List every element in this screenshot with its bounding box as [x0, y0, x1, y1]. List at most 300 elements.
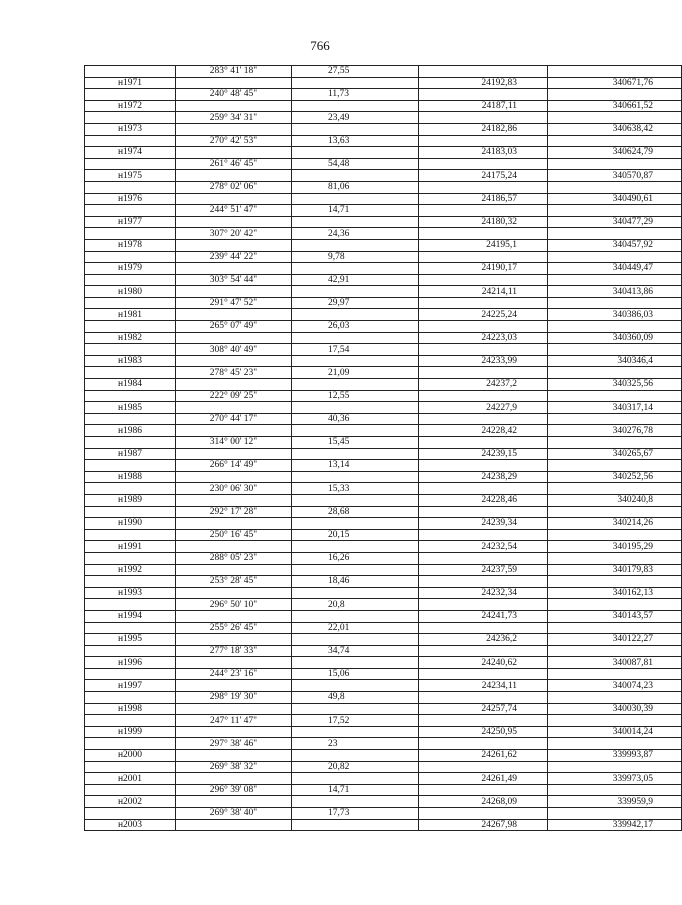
point-id-cell: [85, 460, 176, 472]
point-id-cell: [85, 251, 176, 263]
y-coordinate-cell: 340240,8: [548, 494, 682, 506]
segment-row: [85, 251, 682, 263]
point-id-cell: н1976: [85, 193, 176, 205]
direction-angle-cell: 265° 07' 49": [176, 321, 292, 333]
direction-angle-cell: 288° 05' 23": [176, 552, 292, 564]
y-coordinate-cell: 340671,76: [548, 77, 682, 89]
segment-row: [85, 181, 682, 193]
point-id-cell: [85, 66, 176, 78]
x-coordinate-cell: 24227,9: [419, 402, 548, 414]
direction-angle-cell: 307° 20' 42": [176, 228, 292, 240]
distance-cell: 22,01: [292, 622, 419, 634]
page-number: 766: [310, 38, 330, 53]
y-coordinate-cell: [548, 344, 682, 356]
x-coordinate-cell: [419, 89, 548, 101]
y-coordinate-cell: [548, 367, 682, 379]
point-id-cell: н1978: [85, 239, 176, 251]
distance-cell: 13,63: [292, 135, 419, 147]
point-id-cell: [85, 599, 176, 611]
y-coordinate-cell: [548, 738, 682, 750]
direction-angle-cell: 259° 34' 31": [176, 112, 292, 124]
direction-angle-cell: [176, 796, 292, 808]
distance-cell: 40,36: [292, 413, 419, 425]
y-coordinate-cell: [548, 645, 682, 657]
x-coordinate-cell: [419, 784, 548, 796]
distance-cell: [292, 448, 419, 460]
distance-cell: [292, 564, 419, 576]
point-row: [85, 726, 682, 738]
distance-cell: [292, 518, 419, 530]
direction-angle-cell: 292° 17' 28": [176, 506, 292, 518]
x-coordinate-cell: [419, 506, 548, 518]
distance-cell: 17,54: [292, 344, 419, 356]
x-coordinate-cell: 24268,09: [419, 796, 548, 808]
direction-angle-cell: 240° 48' 45": [176, 89, 292, 101]
distance-cell: [292, 379, 419, 391]
x-coordinate-cell: 24214,11: [419, 286, 548, 298]
point-id-cell: [85, 274, 176, 286]
direction-angle-cell: [176, 518, 292, 530]
direction-angle-cell: [176, 332, 292, 344]
x-coordinate-cell: 24241,73: [419, 610, 548, 622]
point-id-cell: [85, 784, 176, 796]
distance-cell: 34,74: [292, 645, 419, 657]
segment-row: [85, 205, 682, 217]
distance-cell: [292, 773, 419, 785]
direction-angle-cell: 253° 28' 45": [176, 576, 292, 588]
x-coordinate-cell: 24182,86: [419, 123, 548, 135]
x-coordinate-cell: [419, 344, 548, 356]
x-coordinate-cell: 24257,74: [419, 703, 548, 715]
x-coordinate-cell: [419, 135, 548, 147]
x-coordinate-cell: 24261,62: [419, 750, 548, 762]
y-coordinate-cell: 340143,57: [548, 610, 682, 622]
point-id-cell: [85, 181, 176, 193]
y-coordinate-cell: [548, 506, 682, 518]
distance-cell: [292, 680, 419, 692]
point-id-cell: н1984: [85, 379, 176, 391]
point-id-cell: н1998: [85, 703, 176, 715]
distance-cell: 9,78: [292, 251, 419, 263]
point-id-cell: [85, 692, 176, 704]
segment-row: [85, 506, 682, 518]
y-coordinate-cell: [548, 321, 682, 333]
y-coordinate-cell: 340477,29: [548, 216, 682, 228]
x-coordinate-cell: [419, 622, 548, 634]
y-coordinate-cell: 339942,17: [548, 819, 682, 831]
y-coordinate-cell: 340276,78: [548, 425, 682, 437]
y-coordinate-cell: [548, 297, 682, 309]
point-id-cell: н1983: [85, 355, 176, 367]
direction-angle-cell: 277° 18' 33": [176, 645, 292, 657]
distance-cell: [292, 355, 419, 367]
point-id-cell: н1980: [85, 286, 176, 298]
distance-cell: 18,46: [292, 576, 419, 588]
distance-cell: 54,48: [292, 158, 419, 170]
distance-cell: 29,97: [292, 297, 419, 309]
point-row: [85, 750, 682, 762]
y-coordinate-cell: [548, 599, 682, 611]
y-coordinate-cell: [548, 89, 682, 101]
point-id-cell: [85, 552, 176, 564]
direction-angle-cell: [176, 309, 292, 321]
point-id-cell: н1987: [85, 448, 176, 460]
y-coordinate-cell: [548, 135, 682, 147]
direction-angle-cell: 291° 47' 52": [176, 297, 292, 309]
y-coordinate-cell: [548, 460, 682, 472]
segment-row: [85, 622, 682, 634]
x-coordinate-cell: [419, 274, 548, 286]
point-row: [85, 680, 682, 692]
direction-angle-cell: [176, 634, 292, 646]
segment-row: [85, 808, 682, 820]
x-coordinate-cell: [419, 645, 548, 657]
y-coordinate-cell: [548, 529, 682, 541]
point-id-cell: н2002: [85, 796, 176, 808]
x-coordinate-cell: 24232,54: [419, 541, 548, 553]
point-id-cell: н1982: [85, 332, 176, 344]
distance-cell: [292, 587, 419, 599]
direction-angle-cell: 298° 19' 30": [176, 692, 292, 704]
distance-cell: 26,03: [292, 321, 419, 333]
distance-cell: 14,71: [292, 784, 419, 796]
distance-cell: 16,26: [292, 552, 419, 564]
point-id-cell: н1991: [85, 541, 176, 553]
direction-angle-cell: [176, 216, 292, 228]
direction-angle-cell: 247° 11' 47": [176, 715, 292, 727]
point-id-cell: н1994: [85, 610, 176, 622]
y-coordinate-cell: [548, 622, 682, 634]
segment-row: [85, 668, 682, 680]
x-coordinate-cell: [419, 112, 548, 124]
point-id-cell: [85, 89, 176, 101]
distance-cell: 23,49: [292, 112, 419, 124]
distance-cell: [292, 703, 419, 715]
point-row: [85, 355, 682, 367]
segment-row: [85, 437, 682, 449]
point-id-cell: [85, 135, 176, 147]
distance-cell: [292, 286, 419, 298]
point-id-cell: [85, 483, 176, 495]
direction-angle-cell: [176, 471, 292, 483]
segment-row: [85, 344, 682, 356]
x-coordinate-cell: 24180,32: [419, 216, 548, 228]
distance-cell: [292, 263, 419, 275]
point-row: [85, 587, 682, 599]
point-id-cell: н2001: [85, 773, 176, 785]
point-id-cell: [85, 437, 176, 449]
point-row: [85, 773, 682, 785]
x-coordinate-cell: 24186,57: [419, 193, 548, 205]
point-id-cell: н1979: [85, 263, 176, 275]
distance-cell: [292, 123, 419, 135]
distance-cell: [292, 471, 419, 483]
distance-cell: [292, 147, 419, 159]
direction-angle-cell: [176, 726, 292, 738]
point-id-cell: н1989: [85, 494, 176, 506]
point-id-cell: [85, 622, 176, 634]
point-row: [85, 518, 682, 530]
y-coordinate-cell: 340570,87: [548, 170, 682, 182]
y-coordinate-cell: 340413,86: [548, 286, 682, 298]
direction-angle-cell: [176, 587, 292, 599]
x-coordinate-cell: 24187,11: [419, 100, 548, 112]
y-coordinate-cell: 340087,81: [548, 657, 682, 669]
segment-row: [85, 274, 682, 286]
point-id-cell: [85, 390, 176, 402]
point-id-cell: н1992: [85, 564, 176, 576]
distance-cell: [292, 657, 419, 669]
distance-cell: [292, 402, 419, 414]
y-coordinate-cell: 340624,79: [548, 147, 682, 159]
point-id-cell: н1975: [85, 170, 176, 182]
x-coordinate-cell: 24261,49: [419, 773, 548, 785]
y-coordinate-cell: [548, 158, 682, 170]
distance-cell: [292, 819, 419, 831]
direction-angle-cell: 266° 14' 49": [176, 460, 292, 472]
point-id-cell: [85, 645, 176, 657]
x-coordinate-cell: [419, 576, 548, 588]
direction-angle-cell: [176, 773, 292, 785]
point-row: [85, 170, 682, 182]
x-coordinate-cell: 24239,34: [419, 518, 548, 530]
point-id-cell: н1997: [85, 680, 176, 692]
distance-cell: 15,06: [292, 668, 419, 680]
y-coordinate-cell: 340490,61: [548, 193, 682, 205]
point-id-cell: [85, 506, 176, 518]
x-coordinate-cell: 24195,1: [419, 239, 548, 251]
direction-angle-cell: [176, 286, 292, 298]
point-id-cell: н1981: [85, 309, 176, 321]
y-coordinate-cell: 340449,47: [548, 263, 682, 275]
segment-row: [85, 599, 682, 611]
y-coordinate-cell: [548, 66, 682, 78]
distance-cell: [292, 425, 419, 437]
x-coordinate-cell: 24175,24: [419, 170, 548, 182]
point-row: [85, 703, 682, 715]
segment-row: [85, 135, 682, 147]
point-row: [85, 425, 682, 437]
point-row: [85, 796, 682, 808]
distance-cell: 12,55: [292, 390, 419, 402]
direction-angle-cell: 255° 26' 45": [176, 622, 292, 634]
x-coordinate-cell: [419, 668, 548, 680]
distance-cell: [292, 193, 419, 205]
x-coordinate-cell: [419, 808, 548, 820]
point-row: [85, 494, 682, 506]
point-id-cell: [85, 205, 176, 217]
point-id-cell: [85, 668, 176, 680]
x-coordinate-cell: 24190,17: [419, 263, 548, 275]
y-coordinate-cell: [548, 251, 682, 263]
direction-angle-cell: 244° 51' 47": [176, 205, 292, 217]
point-id-cell: [85, 158, 176, 170]
segment-row: [85, 89, 682, 101]
point-id-cell: [85, 112, 176, 124]
direction-angle-cell: [176, 657, 292, 669]
distance-cell: [292, 216, 419, 228]
point-id-cell: н1973: [85, 123, 176, 135]
point-row: [85, 332, 682, 344]
x-coordinate-cell: [419, 367, 548, 379]
x-coordinate-cell: [419, 483, 548, 495]
distance-cell: 81,06: [292, 181, 419, 193]
y-coordinate-cell: [548, 761, 682, 773]
distance-cell: [292, 332, 419, 344]
point-row: [85, 819, 682, 831]
point-row: [85, 657, 682, 669]
point-id-cell: н2003: [85, 819, 176, 831]
point-row: [85, 610, 682, 622]
distance-cell: [292, 170, 419, 182]
x-coordinate-cell: [419, 761, 548, 773]
distance-cell: [292, 309, 419, 321]
direction-angle-cell: 269° 38' 40": [176, 808, 292, 820]
y-coordinate-cell: 340317,14: [548, 402, 682, 414]
x-coordinate-cell: [419, 205, 548, 217]
point-row: [85, 379, 682, 391]
direction-angle-cell: 261° 46' 45": [176, 158, 292, 170]
point-id-cell: н1993: [85, 587, 176, 599]
distance-cell: 14,71: [292, 205, 419, 217]
distance-cell: 20,8: [292, 599, 419, 611]
x-coordinate-cell: [419, 297, 548, 309]
x-coordinate-cell: [419, 599, 548, 611]
distance-cell: 21,09: [292, 367, 419, 379]
point-row: [85, 193, 682, 205]
distance-cell: 27,55: [292, 66, 419, 78]
direction-angle-cell: 278° 45' 23": [176, 367, 292, 379]
direction-angle-cell: 270° 44' 17": [176, 413, 292, 425]
point-row: [85, 123, 682, 135]
point-row: [85, 564, 682, 576]
distance-cell: [292, 634, 419, 646]
x-coordinate-cell: [419, 738, 548, 750]
y-coordinate-cell: [548, 668, 682, 680]
point-id-cell: н1971: [85, 77, 176, 89]
x-coordinate-cell: [419, 437, 548, 449]
y-coordinate-cell: 340265,67: [548, 448, 682, 460]
y-coordinate-cell: [548, 205, 682, 217]
direction-angle-cell: 297° 38' 46": [176, 738, 292, 750]
point-row: [85, 216, 682, 228]
segment-row: [85, 413, 682, 425]
x-coordinate-cell: 24234,11: [419, 680, 548, 692]
x-coordinate-cell: [419, 66, 548, 78]
point-id-cell: [85, 367, 176, 379]
x-coordinate-cell: 24250,95: [419, 726, 548, 738]
distance-cell: 20,82: [292, 761, 419, 773]
direction-angle-cell: 308° 40' 49": [176, 344, 292, 356]
point-row: [85, 471, 682, 483]
y-coordinate-cell: [548, 483, 682, 495]
x-coordinate-cell: [419, 692, 548, 704]
y-coordinate-cell: 340661,52: [548, 100, 682, 112]
x-coordinate-cell: [419, 529, 548, 541]
y-coordinate-cell: 340346,4: [548, 355, 682, 367]
point-row: [85, 263, 682, 275]
distance-cell: 11,73: [292, 89, 419, 101]
x-coordinate-cell: [419, 390, 548, 402]
point-id-cell: н1974: [85, 147, 176, 159]
direction-angle-cell: 230° 06' 30": [176, 483, 292, 495]
direction-angle-cell: [176, 402, 292, 414]
y-coordinate-cell: [548, 808, 682, 820]
y-coordinate-cell: [548, 274, 682, 286]
y-coordinate-cell: [548, 784, 682, 796]
x-coordinate-cell: 24233,99: [419, 355, 548, 367]
distance-cell: [292, 77, 419, 89]
direction-angle-cell: 269° 38' 32": [176, 761, 292, 773]
x-coordinate-cell: 24237,59: [419, 564, 548, 576]
y-coordinate-cell: 340325,56: [548, 379, 682, 391]
x-coordinate-cell: 24225,24: [419, 309, 548, 321]
point-row: [85, 147, 682, 159]
point-id-cell: [85, 808, 176, 820]
x-coordinate-cell: [419, 460, 548, 472]
point-id-cell: [85, 761, 176, 773]
point-row: [85, 448, 682, 460]
direction-angle-cell: [176, 494, 292, 506]
segment-row: [85, 552, 682, 564]
distance-cell: 13,14: [292, 460, 419, 472]
direction-angle-cell: [176, 610, 292, 622]
point-id-cell: [85, 529, 176, 541]
direction-angle-cell: 244° 23' 16": [176, 668, 292, 680]
point-row: [85, 541, 682, 553]
x-coordinate-cell: 24232,34: [419, 587, 548, 599]
direction-angle-cell: 239° 44' 22": [176, 251, 292, 263]
point-id-cell: [85, 413, 176, 425]
segment-row: [85, 460, 682, 472]
y-coordinate-cell: 340638,42: [548, 123, 682, 135]
direction-angle-cell: [176, 193, 292, 205]
x-coordinate-cell: 24237,2: [419, 379, 548, 391]
y-coordinate-cell: 340030,39: [548, 703, 682, 715]
y-coordinate-cell: 339959,9: [548, 796, 682, 808]
x-coordinate-cell: 24239,15: [419, 448, 548, 460]
x-coordinate-cell: [419, 715, 548, 727]
segment-row: [85, 483, 682, 495]
direction-angle-cell: [176, 100, 292, 112]
point-id-cell: н1972: [85, 100, 176, 112]
segment-row: [85, 529, 682, 541]
direction-angle-cell: [176, 703, 292, 715]
y-coordinate-cell: 340122,27: [548, 634, 682, 646]
point-id-cell: н1990: [85, 518, 176, 530]
coordinates-table-body: [85, 66, 682, 831]
distance-cell: 49,8: [292, 692, 419, 704]
direction-angle-cell: 296° 39' 08": [176, 784, 292, 796]
distance-cell: 20,15: [292, 529, 419, 541]
y-coordinate-cell: 340214,26: [548, 518, 682, 530]
x-coordinate-cell: [419, 158, 548, 170]
y-coordinate-cell: 339973,05: [548, 773, 682, 785]
direction-angle-cell: [176, 147, 292, 159]
y-coordinate-cell: [548, 181, 682, 193]
y-coordinate-cell: [548, 576, 682, 588]
x-coordinate-cell: 24192,83: [419, 77, 548, 89]
point-id-cell: н2000: [85, 750, 176, 762]
segment-row: [85, 645, 682, 657]
segment-row: [85, 321, 682, 333]
segment-row: [85, 297, 682, 309]
direction-angle-cell: [176, 750, 292, 762]
point-id-cell: н1977: [85, 216, 176, 228]
point-id-cell: н1995: [85, 634, 176, 646]
distance-cell: [292, 239, 419, 251]
point-id-cell: [85, 715, 176, 727]
